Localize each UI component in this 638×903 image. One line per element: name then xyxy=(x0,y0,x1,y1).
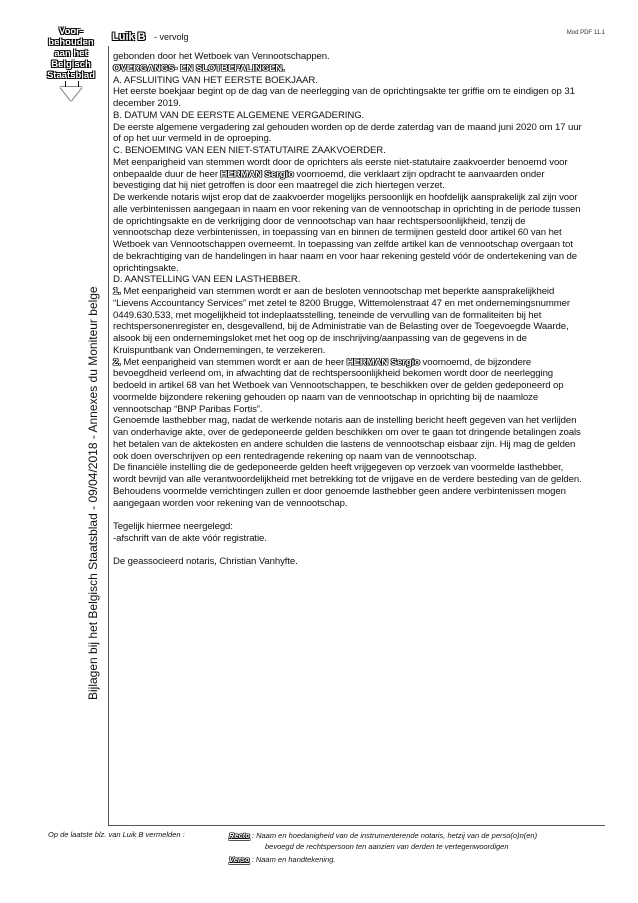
item-number: 2. xyxy=(113,356,121,368)
recto-text: : Naam en hoedanigheid van de instrumenterende notaris, hetzij van de perso(o)n(en) xyxy=(249,831,538,840)
footer-note: Op de laatste blz. van Luik B vermelden : xyxy=(48,830,185,839)
paragraph xyxy=(113,286,583,357)
badge-line: Staatsblad xyxy=(46,70,96,81)
paragraph: A. AFSLUITING VAN HET EERSTE BOEKJAAR. xyxy=(113,74,318,86)
paragraph xyxy=(113,157,583,192)
badge-line: Belgisch xyxy=(51,59,91,70)
verso-key: Verso xyxy=(229,855,250,864)
spacer xyxy=(113,509,583,521)
form-code: Mod PDF 11.1 xyxy=(566,30,605,36)
footer-verso xyxy=(229,855,335,864)
paragraph: De werkende notaris wijst erop dat de zaakvoerder mogelijks persoonlijk en hoofdelijk aansprakelijk zal zijn voor alle verbintenissen aangegaan in naam en voor rekening van de vennootschap in oprichting in de periode tussen de oprichtingsakte en de verkrijging door de vennootschap van haar rechtspersoonlijkheid, tenzij de vennootschap deze verbintenissen, in toepassing van en binnen de termijnen gesteld door artikel 60 van het Wetboek van Vennootschappen overneemt. In toepassing van zelfde artikel kan de vennootschap overgaan tot de bekrachtiging van de handelingen in haar naam en voor haar rekening gesteld vóór de ondertekening van de oprichtingsakte. xyxy=(113,192,581,274)
badge-line: aan het xyxy=(54,48,88,59)
badge-line: Voor- xyxy=(58,26,84,37)
notary-signature-line: De geassocieerd notaris, Christian Vanhyfte. xyxy=(113,556,298,568)
paragraph: Het eerste boekjaar begint op de dag van de neerlegging van de oprichtingsakte ter griffie om te eindigen op 31 december 2019. xyxy=(113,86,575,109)
paragraph xyxy=(113,357,583,416)
paragraph: -afschrift van de akte vóór registratie. xyxy=(113,532,267,544)
paragraph: B. DATUM VAN DE EERSTE ALGEMENE VERGADERING. xyxy=(113,109,365,121)
spacer xyxy=(113,545,583,557)
paragraph-text: voornoemd, die verklaart zijn opdracht te aanvaarden onder bevestiging dat hij niet getroffen is door een maatregel die zich hiertegen verzet. xyxy=(113,168,545,192)
paragraph-text: voornoemd, de bijzondere bevoegdheid verleend om, in afwachting dat de rechtspersoonlijkheid bekomen wordt door de neerlegging bedoeld in artikel 68 van het Wetboek van Vennootschappen, te beschikken over de gelden gedeponeerd op voormelde bijzondere rekening gehouden op naam van de vennootschap in oprichting bij de naamloze vennootschap “BNP Paribas Fortis”. xyxy=(113,356,564,415)
person-name: HERMAN Sergio xyxy=(220,168,294,180)
paragraph: Behoudens voormelde verrichtingen zullen er door genoemde lasthebber geen andere verbintenissen mogen aangegaan worden voor rekening van de vennootschap. xyxy=(113,485,566,509)
recto-text-continued: bevoegd de rechtspersoon ten aanzien van derden te vertegenwoordigen xyxy=(265,842,509,851)
heading-transitional-provisions: OVERGANGS- EN SLOTBEPALINGEN. xyxy=(113,62,285,74)
paragraph-text: Met eenparigheid van stemmen wordt er aan de besloten vennootschap met beperkte aansprakelijkheid “Lievens Accountancy Services” met zetel te 8200 Brugge, Wittemolenstraat 47 en met ondernemingsnummer 0449.630.533, met mogelijkheid tot indeplaatsstelling, teneinde de vervulling van de formaliteiten bij het rechtspersonenregister en, desgevallend, bij de Administratie van de Belasting over de Toegevoegde Waarde, alsook bij een ondernemingsloket met het oog op de inschrijving/aanpassing van de gegevens in de Kruispuntbank van Ondernemingen, te verzekeren. xyxy=(113,286,570,356)
paragraph: Tegelijk hiermee neergelegd: xyxy=(113,521,233,532)
item-number: 1. xyxy=(113,286,121,297)
paragraph-text: Met eenparigheid van stemmen wordt er aan de heer xyxy=(120,356,347,368)
badge-line: behouden xyxy=(48,37,94,48)
section-suffix: - vervolg xyxy=(154,32,189,42)
paragraph: D. AANSTELLING VAN EEN LASTHEBBER. xyxy=(113,274,301,286)
paragraph: C. BENOEMING VAN EEN NIET-STATUTAIRE ZAAKVOERDER. xyxy=(113,145,386,156)
arrow-down-icon xyxy=(60,87,82,101)
verso-text: : Naam en handtekening. xyxy=(249,855,336,864)
vertical-annex-caption: Bijlagen bij het Belgisch Staatsblad - 09/04/2018 - Annexes du Moniteur belge xyxy=(86,286,100,700)
frame-left-rule xyxy=(108,46,109,825)
reserved-for-staatsblad-badge xyxy=(46,26,96,103)
section-label: Luik B xyxy=(112,31,146,43)
paragraph: Genoemde lasthebber mag, nadat de werkende notaris aan de instelling bericht heeft gegeven van het verlijden van onderhavige akte, over de gedeponeerde gelden beschikken om over te gaan tot dringende betalingen zoals het betalen van de aktekosten en andere schulden die lastens de vennootschap eisbaar zijn. Hij mag de gelden ook doen overschrijven op een rentedragende rekening op naam van de vennootschap. xyxy=(113,415,581,462)
paragraph: gebonden door het Wetboek van Vennootschappen. xyxy=(113,51,330,62)
paragraph-text: Met eenparigheid van stemmen wordt door de oprichters als eerste niet-statutaire zaakvoerder benoemd voor onbepaalde duur de heer xyxy=(113,156,568,180)
footer-recto xyxy=(229,830,609,852)
recto-key: Recto xyxy=(229,831,250,840)
paragraph: De financiële instelling die de gedeponeerde gelden heeft vrijgegeven op verzoek van voormelde lasthebber, wordt bevrijd van alle verantwoordelijkheid met betrekking tot de vrijgave en de verdere besteding van de gelden. xyxy=(113,462,582,485)
person-name: HERMAN Sergio xyxy=(346,356,420,368)
frame-bottom-rule xyxy=(108,825,605,826)
paragraph: De eerste algemene vergadering zal gehouden worden op de derde zaterdag van de maand juni 2020 om 17 uur of op het uur vermeld in de oproeping. xyxy=(113,121,582,145)
publication-body xyxy=(113,51,583,568)
